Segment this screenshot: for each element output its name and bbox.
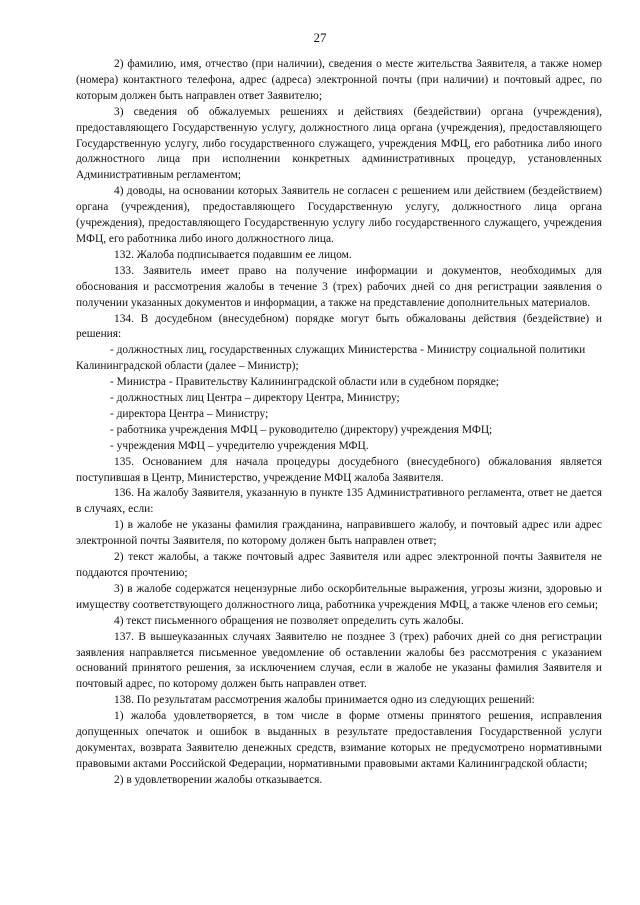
list-item-center-director: - директора Центра – Министру; [110, 407, 269, 420]
paragraph-arguments: 4) доводы, на основании которых Заявитель не согласен с решением или действием (бездействием) органа (учреждения), предоставляющего Государственную услугу, должностного лица органа (учреждения), предоставляющего Государственную услугу либо государственного служащего, учреждения МФЦ, его работника либо иного должностного лица. [76, 185, 602, 245]
page-number: 27 [313, 30, 327, 45]
document-body [76, 57, 602, 789]
list-item-officials-ministry: - должностных лиц, государственных служащих Министерства - Министру социальной политики Калининградской области (далее – Министр); [76, 344, 586, 373]
paragraph-appealed-decisions: 3) сведения об обжалуемых решениях и действиях (бездействии) органа (учреждения), предоставляющего Государственную услугу, должностного лица органа (учреждения), предоставляющего Государственную услугу, либо государственного служащего, учреждения МФЦ, его работника либо иного должностного лица при исполнении конкретных административных процедур, установленных Административным регламентом; [76, 105, 602, 182]
paragraph-138-decision-1: 1) жалоба удовлетворяется, в том числе в форме отмены принятого решения, исправления допущенных опечаток и ошибок в выданных в результате предоставления Государственной услуги документах, возврата Заявителю денежных средств, взимание которых не предусмотрено нормативными правовыми актами Российской Федерации, нормативными правовыми актами Калининградской области; [76, 710, 602, 770]
paragraph-136-case-3: 3) в жалобе содержатся нецензурные либо оскорбительные выражения, угрозы жизни, здоровью и имуществу соответствующего должностного лица, работника учреждения МФЦ, а также членов его семьи; [76, 582, 602, 611]
paragraph-136-case-4: 4) текст письменного обращения не позволяет определить суть жалобы. [114, 614, 464, 627]
paragraph-138: 138. По результатам рассмотрения жалобы принимается одно из следующих решений: [114, 694, 535, 707]
paragraph-134: 134. В досудебном (внесудебном) порядке могут быть обжалованы действия (бездействие) и решения: [76, 312, 602, 341]
list-item-minister: - Министра - Правительству Калининградской области или в судебном порядке; [110, 376, 499, 389]
paragraph-136-case-1: 1) в жалобе не указаны фамилия гражданина, направившего жалобу, и почтовый адрес или адрес электронной почты Заявителя, по которому должен быть направлен ответ; [76, 519, 602, 548]
paragraph-137: 137. В вышеуказанных случаях Заявителю не позднее 3 (трех) рабочих дней со дня регистрации заявления направляется письменное уведомление об оставлении жалобы без рассмотрения с указанием оснований принятого решения, за исключением случая, если в жалобе не указаны фамилия Заявителя и почтовый адрес, по которому должен быть направлен ответ. [76, 630, 602, 691]
list-item-mfc-employee: - работника учреждения МФЦ – руководителю (директору) учреждения МФЦ; [110, 423, 493, 436]
list-item-mfc-institution: - учреждения МФЦ – учредителю учреждения МФЦ. [110, 439, 369, 452]
paragraph-135: 135. Основанием для начала процедуры досудебного (внесудебного) обжалования является поступившая в Центр, Министерство, учреждение МФЦ жалоба Заявителя. [76, 455, 602, 484]
paragraph-138-decision-2: 2) в удовлетворении жалобы отказывается. [114, 773, 323, 786]
paragraph-136: 136. На жалобу Заявителя, указанную в пункте 135 Административного регламента, ответ не дается в случаях, если: [76, 487, 602, 516]
list-item-center-officials: - должностных лиц Центра – директору Центра, Министру; [110, 392, 400, 405]
paragraph-136-case-2: 2) текст жалобы, а также почтовый адрес Заявителя или адрес электронной почты Заявителя не поддаются прочтению; [76, 551, 602, 579]
paragraph-contact-info: 2) фамилию, имя, отчество (при наличии), сведения о месте жительства Заявителя, а также номер (номера) контактного телефона, адрес (адреса) электронной почты (при наличии) и почтовый адрес, по которым должен быть направлен ответ Заявителю; [76, 58, 602, 102]
paragraph-133: 133. Заявитель имеет право на получение информации и документов, необходимых для обоснования и рассмотрения жалобы в течение 3 (трех) рабочих дней со дня регистрации заявления о получении указанных документов и информации, а также на представление дополнительных материалов. [76, 264, 602, 309]
paragraph-132: 132. Жалоба подписывается подавшим ее лицом. [114, 248, 352, 261]
